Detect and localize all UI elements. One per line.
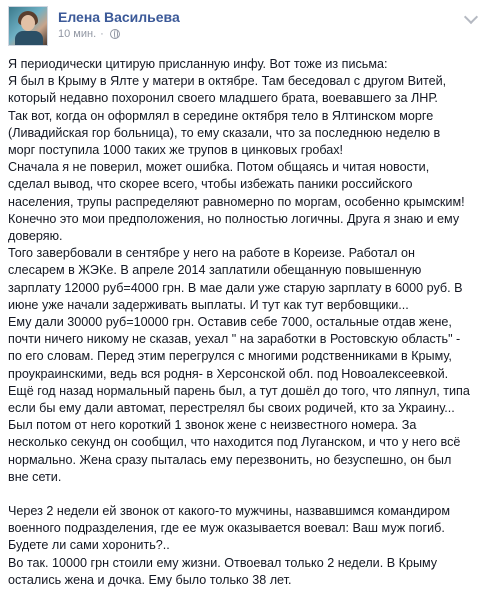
text-line: слесарем в ЖЭКе. В апреле 2014 заплатили обещанную повышенную (8, 263, 422, 278)
text-line: несколько секунд он сообщил, что находится под Луганском, и что у него всё (8, 435, 461, 450)
text-line: населения, трупы распределяют равномерно по моргам, особенно крымским! (8, 194, 465, 209)
text-line: военного подразделения, где ее муж оказывается воевал: Ваш муж погиб. (8, 521, 445, 536)
author-name[interactable]: Елена Васильева (58, 9, 180, 25)
avatar-face (21, 15, 35, 31)
text-line: нормально. Жена сразу пыталась ему перезвонить, но безуспешно, он был (8, 452, 452, 467)
text-line: (Ливадийская гор больница), то ему сказали, что за последнюю неделю в (8, 125, 441, 140)
text-line: если бы ему дали автомат, перестрелял бы своих родичей, кто за Украину... (8, 401, 455, 416)
text-line: Конечно это мои предположения, но полностью логичны. Друга я знаю и ему (8, 211, 460, 226)
text-line: который недавно похоронил своего младшего брата, воевавшего за ЛНР. (8, 91, 438, 106)
text-line: зарплату 12000 руб=4000 грн. В мае дали уже старую зарплату в 6000 руб. В (8, 280, 463, 295)
text-line: Я периодически цитирую присланную инфу. Вот тоже из письма: (8, 57, 388, 71)
text-line: Во так. 10000 грн стоили ему жизни. Отвоевал только 2 недели. В Крыму (8, 555, 438, 570)
post-meta (58, 28, 120, 40)
text-line: морг поступила 1000 таких же трупов в цинковых гробах! (8, 143, 344, 158)
text-line: почти ничего никому не сказав, уехал " на заработки в Ростовскую область" - (8, 332, 461, 347)
text-line: Так вот, когда он оформлял в середине октября тело в Ялтинском морге (8, 108, 434, 123)
text-line: Через 2 недели ей звонок от какого-то мужчины, назвавшимся командиром (8, 504, 451, 519)
globe-icon[interactable] (110, 29, 120, 39)
text-line: доверяю. (8, 229, 63, 244)
text-line: Сначала я не поверил, может ошибка. Потом общаясь и читая новости, (8, 160, 430, 175)
post-timestamp[interactable]: 10 мин. (58, 28, 97, 40)
text-line: Того завербовали в сентябре у него на работе в Кореизе. Работал он (8, 246, 415, 261)
text-line: сделал вывод, что скорее всего, чтобы избежать паники российского (8, 177, 413, 192)
text-line: по его словам. Перед этим перегрулся с многими родственниками в Крыму, (8, 349, 452, 364)
text-line: Будете ли сами хоронить?.. (8, 538, 170, 553)
text-line: Ему дали 30000 руб=10000 грн. Оставив себе 7000, остальные отдав жене, (8, 315, 452, 330)
text-line: остались жена и дочка. Ему было только 38 лет. (8, 572, 292, 587)
post-header (8, 6, 478, 46)
text-line: Я был в Крыму в Ялте у матери в октябре. Там беседовал с другом Витей, (8, 74, 447, 89)
post-text (8, 56, 478, 589)
avatar-body (15, 31, 43, 46)
meta-separator: · (100, 28, 104, 40)
text-line: проукраинскими, ведь вся родня- в Херсонской обл. под Новоалексеевкой. (8, 366, 449, 381)
chevron-down-icon[interactable] (464, 10, 478, 24)
text-line: Ещё год назад нормальный парень был, а тут дошёл до того, что ляпнул, типа (8, 383, 470, 398)
text-line: июне уже начали задерживать выплаты. И тут как тут вербовщики... (8, 297, 409, 312)
avatar[interactable] (8, 6, 48, 46)
text-line: вне сети. (8, 469, 62, 484)
text-line: Был потом от него короткий 1 звонок жене с неизвестного номера. За (8, 418, 417, 433)
